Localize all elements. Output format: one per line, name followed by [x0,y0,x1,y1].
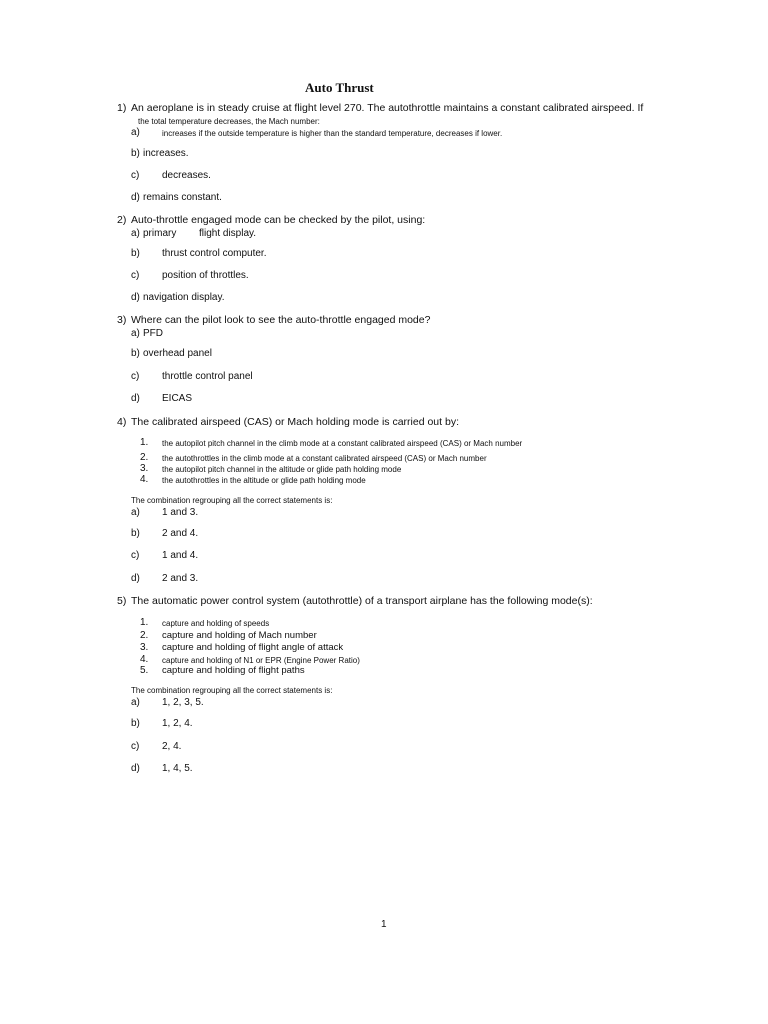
q4-statement-3-text: the autopilot pitch channel in the altitude or glide path holding mode [162,465,402,474]
q3-option-d-text: EICAS [162,393,193,404]
q1-option-b-text: increases. [143,148,189,159]
q5-statement-4-number: 4. [140,654,149,665]
q2-option-c-text: position of throttles. [162,270,249,281]
q5-option-a-text: 1, 2, 3, 5. [162,697,204,708]
q2-option-b-text: thrust control computer. [162,248,267,259]
question-3-text: Where can the pilot look to see the auto-throttle engaged mode? [131,314,431,326]
question-4-number: 4) [117,416,127,428]
q5-statement-5-text: capture and holding of flight paths [162,665,305,676]
q1-option-b-letter: b) [131,148,140,159]
q3-option-a-text: PFD [143,328,163,339]
q2-option-b-letter: b) [131,248,140,259]
q4-option-c-letter: c) [131,550,140,561]
question-3-number: 3) [117,314,127,326]
q5-statement-3-text: capture and holding of flight angle of attack [162,642,344,653]
q2-option-a-text-continued: flight display. [199,228,257,239]
q1-option-d-letter: d) [131,192,140,203]
q5-option-d-text: 1, 4, 5. [162,763,193,774]
q5-option-c-text: 2, 4. [162,741,182,752]
q5-option-b-letter: b) [131,718,140,729]
q4-statement-4-number: 4. [140,474,149,485]
q4-option-b-letter: b) [131,528,140,539]
q3-option-d-letter: d) [131,393,140,404]
page-number: 1 [381,919,387,930]
q5-combination-prompt: The combination regrouping all the correct statements is: [131,686,333,695]
q3-option-b-text: overhead panel [143,348,212,359]
q3-option-c-letter: c) [131,371,140,382]
q4-statement-1-number: 1. [140,437,149,448]
q4-option-a-text: 1 and 3. [162,507,199,518]
q5-option-b-text: 1, 2, 4. [162,718,193,729]
q4-statement-3-number: 3. [140,463,149,474]
q5-statement-3-number: 3. [140,642,149,653]
question-1-text: An aeroplane is in steady cruise at flight level 270. The autothrottle maintains a constant calibrated airspeed. If [131,102,644,114]
q4-statement-4-text: the autothrottles in the altitude or glide path holding mode [162,476,366,485]
q1-option-a-text: increases if the outside temperature is higher than the standard temperature, decreases if lower. [162,129,503,138]
page-title: Auto Thrust [305,80,374,95]
q2-option-d-text: navigation display. [143,292,225,303]
q5-statement-2-text: capture and holding of Mach number [162,630,317,641]
q4-statement-2-number: 2. [140,452,149,463]
q5-statement-2-number: 2. [140,630,149,641]
q1-option-c-letter: c) [131,170,140,181]
q5-option-c-letter: c) [131,741,140,752]
question-1-number: 1) [117,102,127,114]
question-2-text: Auto-throttle engaged mode can be checked by the pilot, using: [131,214,426,226]
q2-option-a-text: primary [143,228,177,239]
q5-statement-5-number: 5. [140,665,149,676]
question-5-text: The automatic power control system (autothrottle) of a transport airplane has the following mode(s): [131,595,593,607]
q4-statement-2-text: the autothrottles in the climb mode at a constant calibrated airspeed (CAS) or Mach number [162,454,487,463]
q4-option-d-text: 2 and 3. [162,573,199,584]
question-2-number: 2) [117,214,127,226]
q4-option-b-text: 2 and 4. [162,528,199,539]
q2-option-d-letter: d) [131,292,140,303]
q5-statement-1-number: 1. [140,617,149,628]
q4-combination-prompt: The combination regrouping all the correct statements is: [131,496,333,505]
q2-option-c-letter: c) [131,270,140,281]
q5-statement-1-text: capture and holding of speeds [162,619,270,628]
q5-option-d-letter: d) [131,763,140,774]
q1-option-a-letter: a) [131,127,140,138]
q2-option-a-letter: a) [131,228,140,239]
question-1-continuation: the total temperature decreases, the Mach number: [138,117,320,126]
q3-option-a-letter: a) [131,328,140,339]
q1-option-c-text: decreases. [162,170,211,181]
q4-option-a-letter: a) [131,507,140,518]
q5-option-a-letter: a) [131,697,140,708]
q4-option-c-text: 1 and 4. [162,550,199,561]
q5-statement-4-text: capture and holding of N1 or EPR (Engine Power Ratio) [162,656,360,665]
question-4-text: The calibrated airspeed (CAS) or Mach holding mode is carried out by: [131,416,459,428]
q1-option-d-text: remains constant. [143,192,222,203]
q3-option-c-text: throttle control panel [162,371,253,382]
q4-statement-1-text: the autopilot pitch channel in the climb mode at a constant calibrated airspeed (CAS) or Mach number [162,439,523,448]
q3-option-b-letter: b) [131,348,140,359]
q4-option-d-letter: d) [131,573,140,584]
question-5-number: 5) [117,595,127,607]
